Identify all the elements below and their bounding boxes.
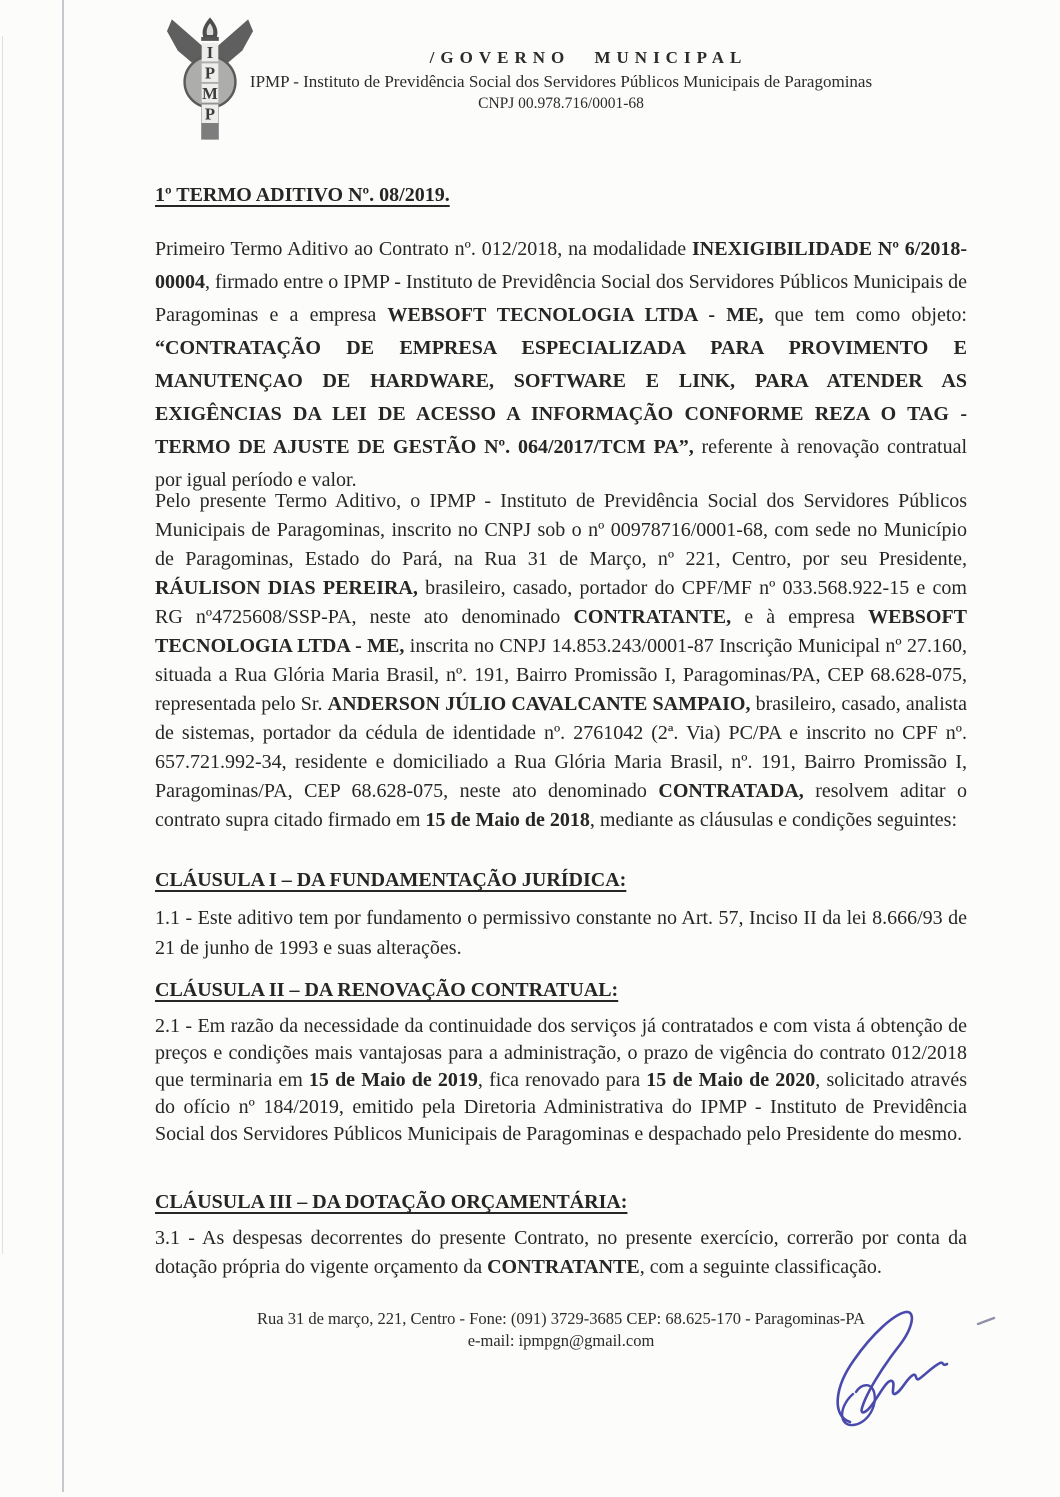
text-segment: resolvem aditar o contrato supra citado firmado em <box>155 780 967 831</box>
clause-1-heading: CLÁUSULA I – DA FUNDAMENTAÇÃO JURÍDICA: <box>155 869 627 891</box>
text-segment: 2.1 - Em razão da necessidade da continuidade dos serviços já contratados e com vista á obtenção de preços e condições mais vantajosas para a administração, o prazo de vigência do contrato 012/2018 que terminaria em <box>155 1015 967 1091</box>
clause-3-heading: CLÁUSULA III – DA DOTAÇÃO ORÇAMENTÁRIA: <box>155 1191 628 1213</box>
text-segment: que tem como objeto: <box>763 304 967 326</box>
clause-2-heading: CLÁUSULA II – DA RENOVAÇÃO CONTRATUAL: <box>155 979 619 1001</box>
text-segment: brasileiro, casado, analista de sistemas, portador da cédula de identidade nº. 2761042 (2ª. Via) PC/PA e inscrito no CPF nº. 657.721.992-34, residente e domiciliado a Rua Glória Maria Brasil, nº. 191, Bairro Promissão I, Paragominas/PA, CEP 68.628-075, neste ato denominado <box>155 693 967 802</box>
svg-text:P: P <box>204 63 216 83</box>
clause-2-body <box>155 1013 967 1148</box>
text-segment: Pelo presente Termo Aditivo, o IPMP - Instituto de Previdência Social dos Servidores Públicos Municipais de Paragominas, inscrito no CNPJ sob o nº 00978716/0001-68, com sede no Município de Paragominas, Estado do Pará, na Rua 31 de Março, nº 221, Centro, por seu Presidente, <box>155 490 967 570</box>
clause-1-body <box>155 903 967 963</box>
svg-text:I: I <box>206 42 214 62</box>
emphasized-text-segment: ANDERSON JÚLIO CAVALCANTE SAMPAIO, <box>327 693 751 715</box>
emphasized-text-segment: 15 de Maio de 2020 <box>646 1069 816 1091</box>
text-segment: 3.1 - As despesas decorrentes do presente Contrato, no presente exercício, correrão por conta da dotação própria do vigente orçamento da <box>155 1227 967 1278</box>
text-segment: Primeiro Termo Aditivo ao Contrato nº. 012/2018, na modalidade <box>155 238 692 260</box>
emphasized-text-segment: 15 de Maio de 2019 <box>308 1069 478 1091</box>
paragraph-preamble <box>155 233 967 497</box>
emphasized-text-segment: WEBSOFT TECNOLOGIA LTDA - ME, <box>155 606 967 657</box>
text-segment: e à empresa <box>731 606 869 628</box>
emphasized-text-segment: CONTRATANTE, <box>573 606 732 628</box>
footer-email-line: e-mail: ipmpgn@gmail.com <box>467 1331 655 1350</box>
letterhead <box>155 48 967 113</box>
text-segment: , firmado entre o IPMP - Instituto de Previdência Social dos Servidores Públicos Municipais de Paragominas e a empresa <box>155 271 967 326</box>
emphasized-text-segment: CONTRATANTE <box>487 1256 640 1278</box>
document-title: 1º TERMO ADITIVO Nº. 08/2019. <box>155 184 450 206</box>
scan-artifact-line-faint <box>2 36 3 1254</box>
clause-3-body <box>155 1224 967 1282</box>
text-segment: , com a seguinte classificação. <box>639 1256 882 1278</box>
emphasized-text-segment: 15 de Maio de 2018 <box>425 809 590 831</box>
emphasized-text-segment: “CONTRATAÇÃO DE EMPRESA ESPECIALIZADA PARA PROVIMENTO E MANUTENÇAO DE HARDWARE, SOFTWARE E LINK, PARA ATENDER AS EXIGÊNCIAS DA LEI DE ACESSO A INFORMAÇÃO CONFORME REZA O TAG - TERMO DE AJUSTE DE GESTÃO Nº. 064/2017/TCM PA”, <box>155 337 967 458</box>
text-segment: brasileiro, casado, portador do CPF/MF nº 033.568.922-15 e com RG nº4725608/SSP-PA, neste ato denominado <box>155 577 967 628</box>
svg-text:M: M <box>202 84 218 104</box>
signature-main-stroke <box>838 1312 947 1422</box>
text-segment: , mediante as cláusulas e condições seguintes: <box>589 809 958 831</box>
letterhead-cnpj-line: CNPJ 00.978.716/0001-68 <box>478 95 644 112</box>
text-segment: referente à renovação contratual por igual período e valor. <box>155 436 967 491</box>
emphasized-text-segment: WEBSOFT TECNOLOGIA LTDA - ME, <box>387 304 764 326</box>
footer-address-line: Rua 31 de março, 221, Centro - Fone: (091) 3729-3685 CEP: 68.625-170 - Paragominas-PA <box>257 1309 865 1328</box>
text-segment: inscrita no CNPJ 14.853.243/0001-87 Inscrição Municipal nº 27.160, situada a Rua Glória Maria Brasil, nº. 191, Bairro Promissão I, Paragominas/PA, CEP 68.628-075, representada pelo Sr. <box>155 635 967 715</box>
text-segment: 1.1 - Este aditivo tem por fundamento o permissivo constante no Art. 57, Inciso II da lei 8.666/93 de 21 de junho de 1993 e suas alterações. <box>155 907 967 959</box>
emphasized-text-segment: CONTRATADA, <box>658 780 804 802</box>
text-segment: , solicitado através do ofício nº 184/2019, emitido pela Diretoria Administrativa do IPMP - Instituto de Previdência Social dos Servidores Públicos Municipais de Paragominas e despachado pelo Presidente do mesmo. <box>155 1069 967 1145</box>
text-segment: , fica renovado para <box>477 1069 647 1091</box>
handwritten-signature <box>820 1300 1010 1460</box>
letterhead-government-line: /GOVERNO MUNICIPAL <box>429 48 748 67</box>
signature-dash-mark <box>978 1318 994 1324</box>
svg-text:P: P <box>204 104 216 124</box>
letterhead-institute-line: IPMP - Instituto de Previdência Social dos Servidores Públicos Municipais de Paragominas <box>249 72 873 91</box>
logo-flame-base <box>201 37 219 41</box>
emphasized-text-segment: RÁULISON DIAS PEREIRA, <box>155 577 418 599</box>
paragraph-parties <box>155 487 967 835</box>
emphasized-text-segment: INEXIGIBILIDADE Nº 6/2018-00004 <box>155 238 968 293</box>
scan-artifact-line <box>62 0 64 1492</box>
